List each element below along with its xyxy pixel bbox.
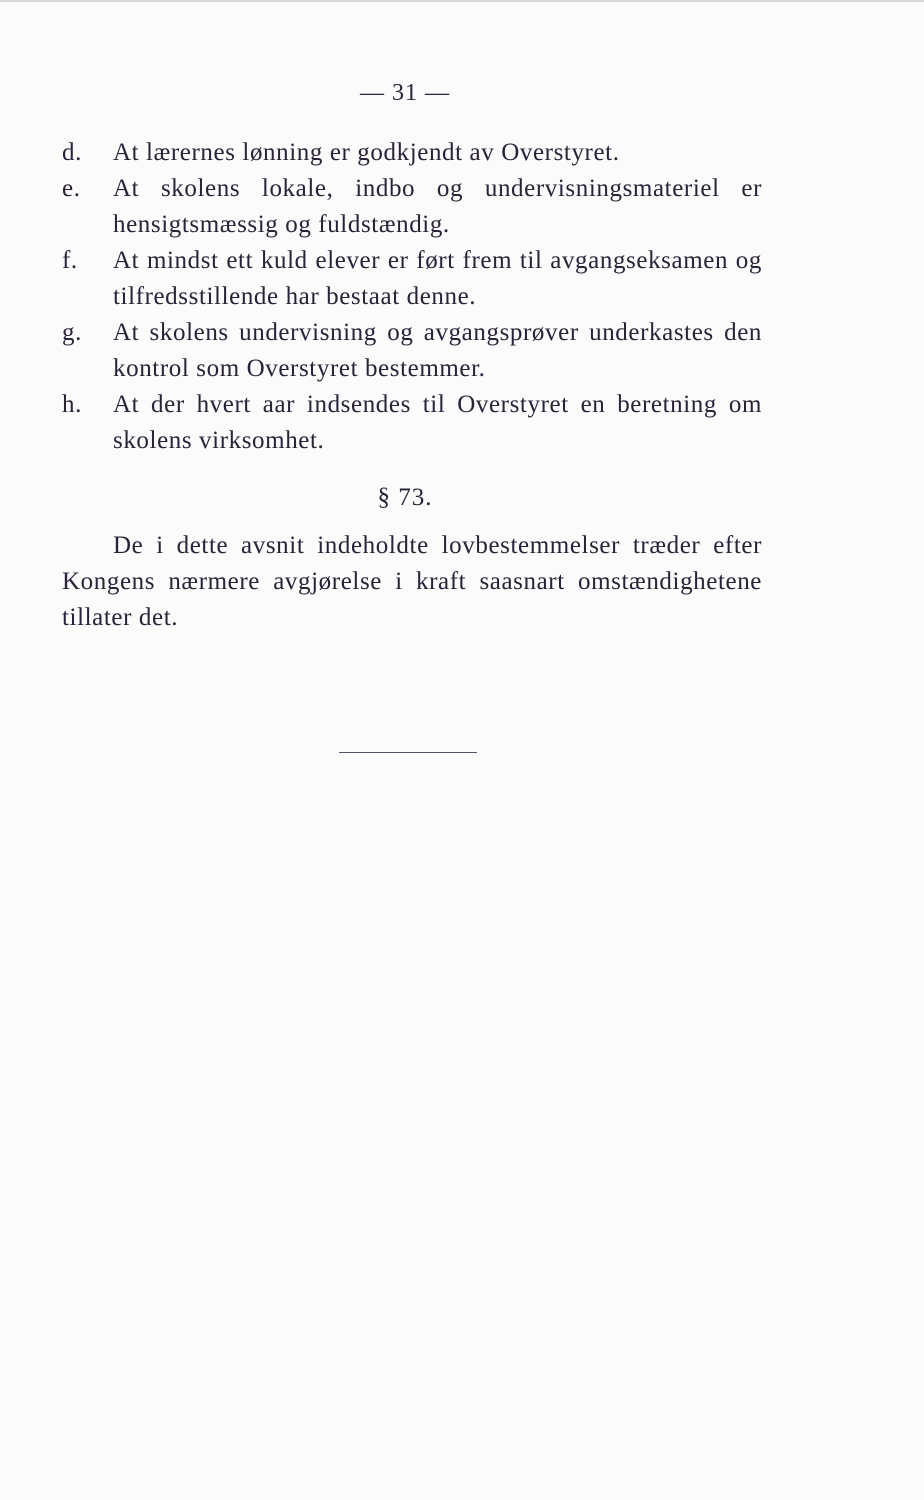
- list-item-letter: g.: [62, 319, 82, 346]
- list-item-letter: d.: [62, 139, 82, 166]
- list-item-d: [62, 135, 762, 171]
- list-item-letter: f.: [62, 247, 78, 274]
- page-top-edge: [0, 0, 924, 2]
- list-item-letter: e.: [62, 175, 81, 202]
- section-paragraph: De i dette avsnit indeholdte lovbestemmelser træder efter Kongens nærmere avgjørelse i kraft saasnart omstændighetene tillater det.: [62, 532, 762, 631]
- list-item-text: At skolens lokale, indbo og undervisningsmateriel er hensigtsmæssig og fuldstændig.: [113, 175, 762, 238]
- list-item-e: [62, 171, 762, 243]
- list-item-text: At lærernes lønning er godkjendt av Overstyret.: [113, 139, 620, 166]
- page-number: — 31 —: [360, 80, 450, 106]
- requirements-list: [62, 135, 762, 459]
- end-rule-divider: [339, 752, 477, 753]
- list-item-text: At mindst ett kuld elever er ført frem til avgangseksamen og tilfredsstillende har bestaat denne.: [113, 247, 762, 310]
- list-item-g: [62, 315, 762, 387]
- section-heading: § 73.: [377, 484, 433, 511]
- list-item-text: At der hvert aar indsendes til Overstyret en beretning om skolens virksomhet.: [113, 391, 762, 454]
- list-item-f: [62, 243, 762, 315]
- list-item-letter: h.: [62, 391, 82, 418]
- list-item-h: [62, 387, 762, 459]
- list-item-text: At skolens undervisning og avgangsprøver underkastes den kontrol som Overstyret bestemmer.: [113, 319, 762, 382]
